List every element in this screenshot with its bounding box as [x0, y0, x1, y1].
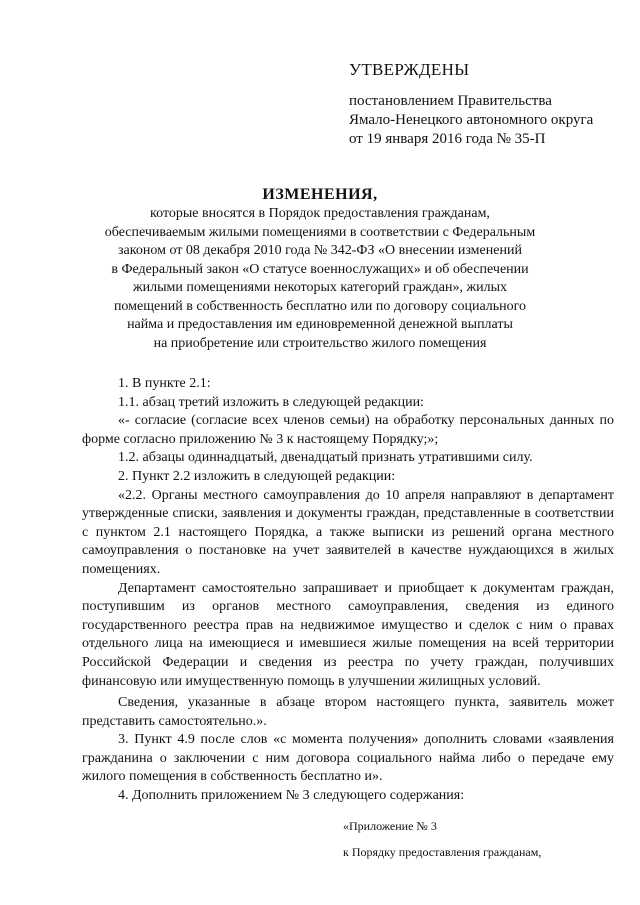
- paragraph: Сведения, указанные в абзаце втором настоящего пункта, заявитель может представить самостоятельно.».: [82, 695, 614, 729]
- paragraph: 1.2. абзацы одиннадцатый, двенадцатый признать утратившими силу.: [118, 450, 533, 466]
- subtitle-line: обеспечиваемым жилыми помещениями в соответствии с Федеральным: [104, 224, 536, 240]
- approval-line: Ямало-Ненецкого автономного округа: [349, 112, 594, 128]
- paragraph: «2.2. Органы местного самоуправления до 10 апреля направляют в департамент утвержденные списки, заявления и документы граждан, представленные в соответствии с пунктом 2.1 настоящего Порядка, а также выписки из решений органа местного самоуправления о постановке на учет заявителей в качестве нуждающихся в жилых помещениях.: [82, 487, 614, 577]
- paragraph: 4. Дополнить приложением № 3 следующего содержания:: [118, 788, 465, 804]
- subtitle-line: в Федеральный закон «О статусе военнослужащих» и об обеспечении: [111, 261, 529, 277]
- subtitle-line: которые вносятся в Порядок предоставления гражданам,: [150, 206, 490, 221]
- approval-line: от 19 января 2016 года № 35-П: [349, 131, 546, 147]
- subtitle-line: на приобретение или строительство жилого помещения: [153, 335, 487, 351]
- subtitle-line: законом от 08 декабря 2010 года № 342-ФЗ «О внесении изменений: [118, 243, 522, 258]
- paragraph: Департамент самостоятельно запрашивает и приобщает к документам граждан, поступившим из органов местного самоуправления, сведения из единого государственного реестра прав на недвижимое имущество и сделок с ним о правах отдельного лица на имеющиеся и имевшиеся жилые помещения на всей территории Российской Федерации и сведения из реестра по учету граждан, получивших финансовую или имущественную помощь в улучшении жилищных условий.: [82, 580, 614, 689]
- subtitle-line: найма и предоставления им единовременной денежной выплаты: [127, 317, 513, 332]
- paragraph: 1. В пункте 2.1:: [118, 376, 211, 391]
- document-heading: ИЗМЕНЕНИЯ,: [262, 186, 378, 203]
- paragraph: 1.1. абзац третий изложить в следующей редакции:: [118, 394, 424, 410]
- document-body: [82, 375, 614, 806]
- document-subtitle: [100, 205, 540, 353]
- subtitle-line: помещений в собственность бесплатно или по договору социального: [113, 298, 527, 314]
- appendix-header: [343, 813, 541, 865]
- subtitle-line: жилыми помещениями некоторых категорий граждан», жилых: [132, 280, 508, 295]
- appendix-line: к Порядку предоставления гражданам,: [343, 845, 542, 859]
- paragraph: 3. Пункт 4.9 после слов «с момента получения» дополнить словами «заявления гражданина о заключении с ним договора социального найма либо о передаче ему жилого помещения в собственность бесплатно и».: [82, 732, 614, 785]
- paragraph: «- согласие (согласие всех членов семьи) на обработку персональных данных по форме согласно приложению № 3 к настоящему Порядку;»;: [82, 413, 614, 447]
- approval-block: [349, 92, 593, 149]
- paragraph: 2. Пункт 2.2 изложить в следующей редакции:: [118, 468, 396, 484]
- approval-title: УТВЕРЖДЕНЫ: [349, 60, 470, 79]
- appendix-line: «Приложение № 3: [343, 819, 437, 833]
- approval-line: постановлением Правительства: [349, 93, 552, 109]
